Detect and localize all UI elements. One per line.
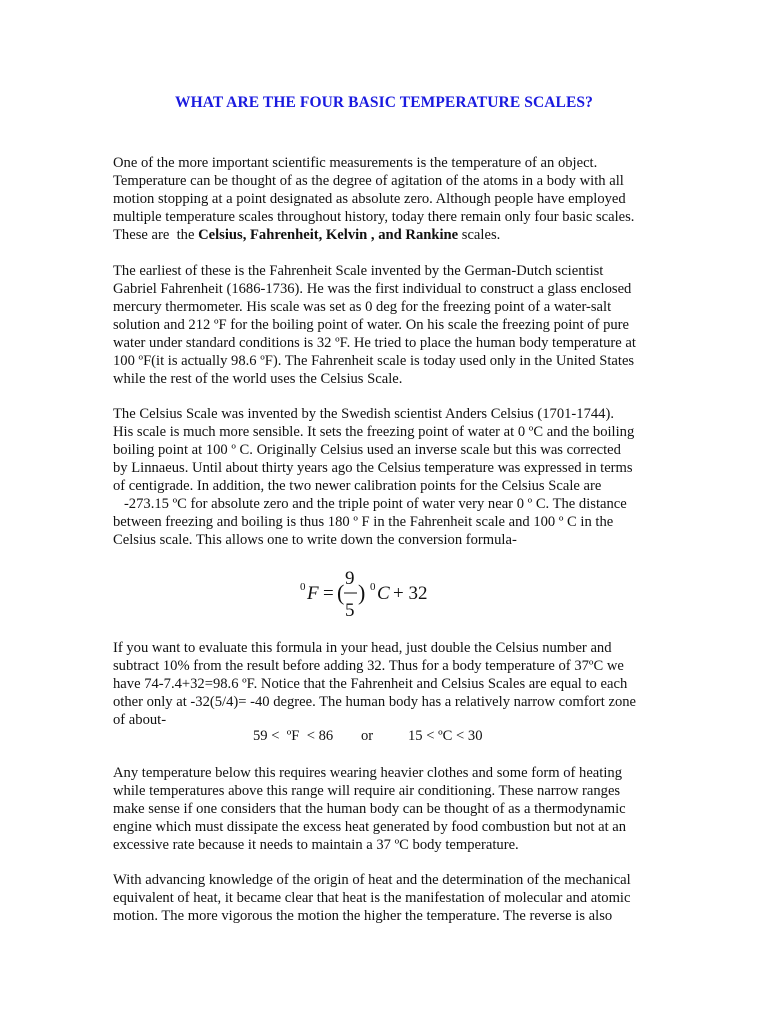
text-line: other only at -32(5/4)= -40 degree. The human body has a relatively narrow comfort zone <box>113 694 637 710</box>
formula-numerator: 9 <box>345 568 355 589</box>
formula-denominator: 5 <box>345 600 355 621</box>
text-line: Gabriel Fahrenheit (1686-1736). He was the first individual to construct a glass enclosed <box>113 281 632 297</box>
text-line: With advancing knowledge of the origin of heat and the determination of the mechanical <box>113 872 631 888</box>
text-fragment: scales. <box>458 227 501 243</box>
text-line: between freezing and boiling is thus 180 º F in the Fahrenheit scale and 100 º C in the <box>113 514 614 530</box>
comfort-range-celsius: 15 < ºC < 30 <box>408 728 483 744</box>
text-line: -273.15 ºC for absolute zero and the triple point of water very near 0 º C. The distance <box>113 496 627 512</box>
formula-degree-f: 0 <box>300 581 306 593</box>
text-line: have 74-7.4+32=98.6 ºF. Notice that the Fahrenheit and Celsius Scales are equal to each <box>113 676 628 692</box>
formula-degree-c: 0 <box>370 581 376 593</box>
text-line: The earliest of these is the Fahrenheit Scale invented by the German-Dutch scientist <box>113 263 604 279</box>
formula-equals: = <box>323 583 334 604</box>
text-line: of about- <box>113 712 167 728</box>
text-line: while the rest of the world uses the Celsius Scale. <box>113 371 403 387</box>
formula-open-paren: ( <box>337 580 345 605</box>
text-line: by Linnaeus. Until about thirty years ago the Celsius temperature was expressed in terms <box>113 460 633 476</box>
text-line: multiple temperature scales throughout history, today there remain only four basic scales. <box>113 209 635 225</box>
text-line <box>113 226 661 244</box>
text-line: of centigrade. In addition, the two newer calibration points for the Celsius Scale are <box>113 478 602 494</box>
paragraph-mental-conversion <box>113 639 661 729</box>
formula-f-symbol: F <box>307 583 319 604</box>
comfort-range-fahrenheit: 59 < ºF < 86 <box>253 728 334 744</box>
formula-c-symbol: C <box>377 583 390 604</box>
text-line: mercury thermometer. His scale was set as 0 deg for the freezing point of a water-salt <box>113 299 612 315</box>
text-line: motion stopping at a point designated as absolute zero. Although people have employed <box>113 191 626 207</box>
text-line: subtract 10% from the result before adding 32. Thus for a body temperature of 37ºC we <box>113 658 624 674</box>
text-line: If you want to evaluate this formula in your head, just double the Celsius number and <box>113 640 612 656</box>
text-line: One of the more important scientific measurements is the temperature of an object. <box>113 155 598 171</box>
formula-close-paren: ) <box>358 580 366 605</box>
paragraph-heat-motion <box>113 871 661 925</box>
text-line: make sense if one considers that the human body can be thought of as a thermodynamic <box>113 801 626 817</box>
formula-plus-32: + 32 <box>393 583 428 604</box>
text-line: His scale is much more sensible. It sets the freezing point of water at 0 ºC and the boiling <box>113 424 635 440</box>
text-line: Celsius scale. This allows one to write down the conversion formula- <box>113 532 517 548</box>
page-title: WHAT ARE THE FOUR BASIC TEMPERATURE SCALES? <box>174 94 593 111</box>
text-line: excessive rate because it needs to maintain a 37 ºC body temperature. <box>113 837 519 853</box>
text-line: engine which must dissipate the excess heat generated by food combustion but not at an <box>113 819 627 835</box>
comfort-range-or: or <box>361 728 374 744</box>
paragraph-celsius <box>113 405 661 549</box>
text-line: boiling point at 100 º C. Originally Celsius used an inverse scale but this was corrected <box>113 442 621 458</box>
conversion-formula <box>298 566 458 624</box>
text-line: equivalent of heat, it became clear that heat is the manifestation of molecular and atomic <box>113 890 631 906</box>
text-line: Any temperature below this requires wearing heavier clothes and some form of heating <box>113 765 622 781</box>
paragraph-fahrenheit <box>113 262 661 388</box>
text-fragment: These are the <box>113 227 199 243</box>
text-line: motion. The more vigorous the motion the higher the temperature. The reverse is also <box>113 908 613 924</box>
text-line: water under standard conditions is 32 ºF. He tried to place the human body temperature at <box>113 335 636 351</box>
text-line: The Celsius Scale was invented by the Swedish scientist Anders Celsius (1701-1744). <box>113 406 614 422</box>
bold-scale-names: Celsius, Fahrenheit, Kelvin , and Rankine <box>198 227 459 243</box>
text-line: 100 ºF(it is actually 98.6 ºF). The Fahrenheit scale is today used only in the United States <box>113 353 635 369</box>
paragraph-comfort <box>113 764 661 854</box>
text-line: Temperature can be thought of as the degree of agitation of the atoms in a body with all <box>113 173 624 189</box>
text-line: solution and 212 ºF for the boiling point of water. On his scale the freezing point of pure <box>113 317 630 333</box>
paragraph-intro <box>113 154 661 244</box>
text-line: while temperatures above this range will require air conditioning. These narrow ranges <box>113 783 621 799</box>
